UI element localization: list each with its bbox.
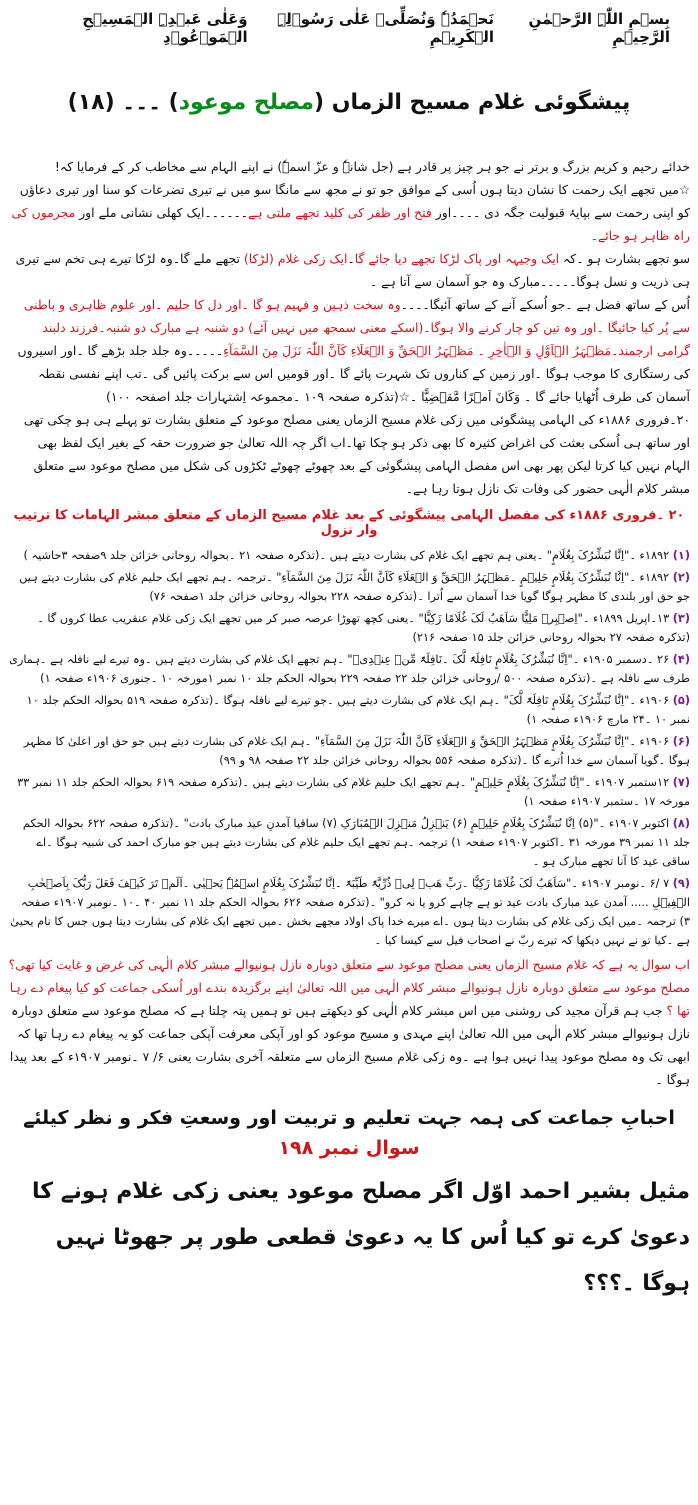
revelation-text: ۱۲ستمبر ۱۹۰۷ء ۔"اِنَّا نُبَشِّرُکَ بِغُلَامٍ حَلِیۡمٍ" ۔ہم تجھے ایک حلیم غلام کی بشارت دیتے ہیں ۔(تذکرہ صفحہ ۶۱۹ بحوالہ الحکم جلد ۱۱ نمبر ۳۳ مورخہ ۱۷ ۔ستمبر ۱۹۰۷ء صفحہ ۱) bbox=[17, 776, 690, 808]
revelation-number: (۸) bbox=[672, 817, 690, 830]
prophecy-paragraph-4: ۲۰۔فروری ۱۸۸۶ء کی الہامی پیشگوئی میں زکی غلام مسیح الزماں یعنی مصلح موعود کے متعلق بشارت تو پہلے ہی ہو چکی تھی اور ساتھ ہی اُسکی بعثت کی اغراض کثیرہ کا بھی ذکر ہو چکا تھا۔اب اگر چہ اللہ تعالیٰ جو ضرورت حقہ کے بغیر ایک لفظ بھی الہام نہیں کیا کرتا لیکن پھر بھی اس مفصل الہامی پیشگوئی کے بعد چھوٹے چھوٹے ٹکڑوں کی شکل میں مصلح موعود سے متعلق مبشر کلام الٰہی حضور کی وفات تک نازل ہوتا رہا ہے۔ bbox=[23, 412, 690, 496]
p2-red2: ایک زکی غلام (لڑکا) bbox=[243, 251, 348, 266]
conclusion-answer: جب ہم قرآن مجید کی روشنی میں اس مبشر کلام الٰہی کو دیکھتے ہیں تو ہمیں پتہ چلتا ہے کہ مصلح موعود سے متعلق دوبارہ نازل ہونیوالے مبشر کلام الٰہی میں اللہ تعالیٰ اپنے مہدی و مسیح موعود کو اور آپکی معرفت آپکی جماعت کو یہ پیغام دے رہا تھا کہ ابھی تک وہ مصلح موعود پیدا نہیں ہوا ہے ۔وہ زکی غلام مسیح الزماں سے متعلقہ آخری بشارت یعنی ۶/ ۷ ۔نومبر ۱۹۰۷ء کے بعد پیدا ہوگا ۔ bbox=[9, 1003, 690, 1087]
p2-text2: تجھے ملے گا۔وہ لڑکا تیرے ہی تخم سے تیری ہی ذریت و نسل ہوگا۔۔۔۔۔مبارک وہ جو آسمان سے آتا ہے ۔ bbox=[15, 251, 690, 289]
revelation-text: ۱۹۰۶ء ۔"اِنَّا نُبَشِّرُکَ بِغُلَامٍ نَافِلَۃً لَّکَ" ۔ہم ایک غلام کی بشارت دیتے ہیں ۔جو تیرے لیے نافلہ ہوگا ۔(تذکرہ صفحہ ۵۱۹ بحوالہ الحکم جلد ۱۰ نمبر ۱۰ ۔۲۴ مارچ ۱۹۰۶ء صفحہ ۱) bbox=[26, 694, 690, 726]
revelation-item bbox=[8, 546, 690, 565]
revelation-text: ۷ /۶ ۔نومبر ۱۹۰۷ء ۔"سَاَھَبُ لَکَ غُلَامًا زَکِیًّا ۔رَبِّ ھَبۡ لِیۡ ذُرِّیَّۃً طَیِّبَۃً ۔اِنَّا نُبَشِّرُکَ بِغُلَامٍ اسۡمُہٗ یَحۡیٰی ۔اَلَمۡ تَرَ کَیۡفَ فَعَلَ رَبُّکَ بِاَصۡحٰبِ الۡفِیۡلِ ..... آمدن عید مبارک بادت عید تو ہے چاہے کرو یا نہ کرو" ۔(تذکرہ صفحہ ۶۲۶ بحوالہ الحکم جلد ۱۱ نمبر ۴۰ ۔۱۰ ۔نومبر ۱۹۰۷ء صفحہ ۳) ترجمہ ۔میں ایک زکی غلام کی بشارت دیتا ہوں ۔اے میرے خدا پاک اولاد مجھے بخش ۔میں تجھے ایک غلام کی بشارت دیتا ہوں جس کا نام یحییٰ ہے ۔کیا تو نے نہیں دیکھا کہ تیرے ربّ نے اصحاب فیل سے کیسا کیا ۔ bbox=[10, 877, 690, 947]
p3-red-paren: (اسکے معنی سمجھ میں نہیں آئے) bbox=[248, 320, 424, 335]
revelation-item bbox=[8, 691, 690, 729]
title-part2: ) ۔۔۔ (۱۸) bbox=[67, 90, 179, 115]
revelation-item bbox=[8, 732, 690, 770]
revelation-text: ۱۸۹۲ء ۔"اِنَّا نُبَشِّرُکَ بِغُلَامٍ" ۔یعنی ہم تجھے ایک غلام کی بشارت دیتے ہیں ۔(تذکرہ صفحہ ۲۱ ۔بحوالہ روحانی خزائن جلد ۹صفحہ ۳حاشیہ ) bbox=[23, 549, 670, 562]
p1-text: ☆میں تجھے ایک رحمت کا نشان دیتا ہوں اُسی کے موافق جو تو نے مجھ سے مانگا سو میں نے تیری تضرعات کو سنا اور تیری دعاؤں کو اپنی رحمت سے بپایۂ قبولیت جگہ دی ۔۔۔۔اور bbox=[19, 182, 690, 220]
p1-red2: مجرموں کی راہ ظاہر ہو جائے۔ bbox=[11, 205, 690, 243]
header-invocations bbox=[8, 0, 690, 46]
revelation-item bbox=[8, 874, 690, 950]
revelation-item bbox=[8, 568, 690, 606]
conclusion-paragraph bbox=[8, 953, 690, 1091]
title-part1: پیشگوئی غلام مسیح الزماں ( bbox=[314, 90, 631, 115]
revelation-item bbox=[8, 814, 690, 871]
revelation-text: ۲۶ ۔دسمبر ۱۹۰۵ء ۔"اِنَّا نُبَشِّرُکَ بِغُلَامٍ نَافِلَۃً لَّکَ ۔نَافِلَۃً مِّنۡ عِنۡدِیۡ" ۔ہم تجھے ایک غلام کی بشارت دیتے ہیں ۔وہ تیرے لیے نافلہ ہے ۔ہماری طرف سے نافلہ ہے ۔(تذکرہ صفحہ ۵۰۰ /روحانی خزائن جلد ۲۲ صفحہ ۲۲۹ بحوالہ الحکم جلد ۱۰ نمبر ۱مورخہ ۱۰ ۔جنوری ۱۹۰۶ء صفحہ ۱) bbox=[9, 653, 690, 685]
question-text: مثیل بشیر احمد اوّل اگر مصلح موعود یعنی زکی غلام ہونے کا دعویٰ کرے تو کیا اُس کا یہ دعویٰ قطعی طور پر جھوٹا نہیں ہوگا ۔؟؟؟ bbox=[31, 1179, 690, 1296]
p2-sep: ۔ bbox=[347, 251, 355, 266]
page-title bbox=[8, 90, 690, 115]
revelation-item bbox=[8, 773, 690, 811]
intro-paragraph: خدائے رحیم و کریم بزرگ و برتر نے جو ہر چیز پر قادر ہے (جل شانہٗ و عزّ اسمہٗ) نے اپنے الہام سے مخاطب کر کے فرمایا کہ! bbox=[54, 159, 690, 174]
revelation-item bbox=[8, 609, 690, 647]
revelation-text: ۱۹۰۶ء ۔"اِنَّا نُبَشِّرُکَ بِغُلَامٍ مَظۡہَرُ الۡحَقِّ وَ الۡعَلَاءِ کَاَنَّ اللّٰہَ نَزَلَ مِنَ السَّمَآءِ" ۔ہم ایک غلام کی بشارت دیتے ہیں جو حق اور اعلیٰ کا مظہر ہوگا ۔گویا آسمان سے خدا اُترے گا ۔(تذکرہ صفحہ ۵۵۶ بحوالہ روحانی خزائن جلد ۲۲ صفحہ ۹۸ و ۹۹) bbox=[23, 735, 690, 767]
question-number: سوال نمبر ۱۹۸ bbox=[278, 1137, 420, 1159]
conclusion-question: اب سوال یہ ہے کہ غلام مسیح الزماں یعنی مصلح موعود سے متعلق دوبارہ نازل ہونیوالے مبشر کلام الٰہی کی غرض و غایت کیا تھی؟ مصلح موعود سے متعلق دوبارہ نازل ہونیوالے مبشر کلام الٰہی میں اللہ تعالیٰ اپنے برگزیدہ بندے اور اُسکی جماعت کو کیا پیغام دے رہا تھا ؟ bbox=[8, 957, 690, 1018]
section-heading: ۲۰ ۔فروری ۱۸۸۶ء کی مفصل الہامی پیشگوئی کے بعد غلام مسیح الزماں کے متعلق مبشر الہامات کا ترتیب وار نزول bbox=[13, 508, 685, 538]
p3-red: وہ سخت ذہین و فہیم ہو گا ۔اور دل کا حلیم ۔اور علوم ظاہری و باطنی سے پُر کیا جائیگا ۔اور وہ تین کو چار کرنے والا ہوگا۔ bbox=[23, 297, 690, 335]
revelation-number: (۷) bbox=[672, 776, 690, 789]
footer-title: احبابِ جماعت کی ہمہ جہت تعلیم و تربیت اور وسعتِ فکر و نظر کیلئے bbox=[23, 1107, 675, 1129]
prophecy-paragraph-1 bbox=[8, 178, 690, 247]
masih-maud: وَعَلٰی عَبۡدِہِ الۡمَسِیۡحِ الۡمَوۡعُوۡدِ bbox=[82, 10, 248, 46]
p1-text2: ۔۔۔۔۔۔ایک کھلی نشانی ملے اور bbox=[75, 205, 248, 220]
p2-red: ایک وجیہہ اور پاک لڑکا تجھے دیا جائے گا bbox=[354, 251, 560, 266]
revelation-text: ۱۳۔اپریل ۱۸۹۹ء ۔"اِصۡبِرۡ مَلِیًّا سَاَھَبُ لَکَ غُلَامًا زَکِیًّا" ۔یعنی کچھ تھوڑا عرصہ صبر کر میں تجھے ایک زکی غلام عنقریب عطا کروں گا ۔(تذکرہ صفحہ ۲۷ بحوالہ روحانی خزائن جلد ۱۵ صفحہ ۲۱۶) bbox=[37, 612, 690, 644]
revelation-number: (۴) bbox=[672, 653, 690, 666]
revelation-number: (۱) bbox=[672, 549, 690, 562]
title-green: مصلح موعود bbox=[178, 90, 315, 115]
prophecy-paragraph-2 bbox=[8, 247, 690, 293]
p2-text: سو تجھے بشارت ہو ۔کہ bbox=[559, 251, 690, 266]
p3-red2: دو شنبہ ہے مبارک دو شنبہ۔فرزند دلبند گرامی ارجمند۔مَظۡہَرُ الۡاَوَّلِ وَ الۡاٰخِرِ ۔ مَظۡہَرُ الۡحَقِّ وَ الۡعَلَاءِ کَاَنَّ اللّٰہَ نَزَلَ مِنَ السَّمَآءِ bbox=[42, 320, 690, 358]
revelation-number: (۳) bbox=[672, 612, 690, 625]
revelation-number: (۹) bbox=[672, 877, 690, 890]
revelation-number: (۲) bbox=[672, 571, 690, 584]
prophecy-text bbox=[8, 155, 690, 500]
revelations-list bbox=[8, 546, 690, 950]
revelation-number: (۵) bbox=[672, 694, 690, 707]
p1-red: فتح اور ظفر کی کلید تجھے ملتی ہے bbox=[248, 205, 432, 220]
conclusion bbox=[8, 953, 690, 1091]
p3-text: اُس کے ساتھ فضل ہے ۔جو اُسکے آنے کے ساتھ آئیگا۔۔۔۔ bbox=[400, 297, 690, 312]
prophecy-paragraph-3 bbox=[8, 293, 690, 408]
nahmaduhu: نَحۡمَدُہٗ وَنُصَلِّیۡ عَلٰی رَسُوۡلِہِ الۡکَرِیۡمِ bbox=[277, 10, 495, 46]
bismillah: بِسۡمِ اللّٰہِ الرَّحۡمٰنِ الرَّحِیۡمِ bbox=[528, 10, 670, 46]
revelation-item bbox=[8, 650, 690, 688]
p3-text2: ۔۔۔۔۔وہ جلد جلد بڑھے گا ۔اور اسیروں کی رستگاری کا موجب ہوگا ۔اور زمین کے کناروں تک شہرت پائے گا ۔اور قومیں اس سے برکت پائیں گی ۔تب اپنے نفسی نقطہ آسمان کی طرف اُٹھایا جائے گا ۔ وَکَانَ اَمۡرًا مَّقۡضِیًّا ۔☆(تذکرہ صفحہ ۱۰۹ ۔مجموعہ اِشتہارات جلد اصفحہ ۱۰۰) bbox=[17, 343, 690, 404]
revelation-number: (۶) bbox=[672, 735, 690, 748]
revelation-text: ۱۸۹۲ء ۔"اِنَّا نُبَشِّرُکَ بِغُلَامٍ حَلِیۡمٍ ۔مَظۡہَرُ الۡحَقِّ وَ الۡعَلَاءِ کَاَنَّ اللّٰہَ نَزَلَ مِنَ السَّمَآءِ" ۔ترجمہ ۔ہم تجھے ایک حلیم غلام کی بشارت دیتے ہیں جو حق اور بلندی کا مظہر ہوگا گویا خدا آسمان سے اُترا ۔(تذکرہ صفحہ ۲۲۸ بحوالہ روحانی خزائن جلد ۱صفحہ ۷۶) bbox=[19, 571, 690, 603]
revelation-text: اکتوبر ۱۹۰۷ء ۔"(۵) اِنَّا نُبَشِّرُکَ بِغُلَامٍ حَلِیۡمٍ (۶) یَنۡزِلُ مَنۡزِلَ الۡمُبَارَکِ (۷) ساقیا آمدنِ عید مبارک بادت" ۔(تذکرہ صفحہ ۶۲۲ بحوالہ الحکم جلد ۱۱ نمبر ۳۹ مورخہ ۳۱ ۔اکتوبر ۱۹۰۷ء صفحہ ۱) ترجمہ ۔ہم تجھے ایک حلیم غلام کی بشارت دیتے ہیں جو مبارک احمد کی شبیہ ہوگا ۔اے ساقی عید کا آنا تجھے مبارک ہو ۔ bbox=[22, 817, 690, 868]
